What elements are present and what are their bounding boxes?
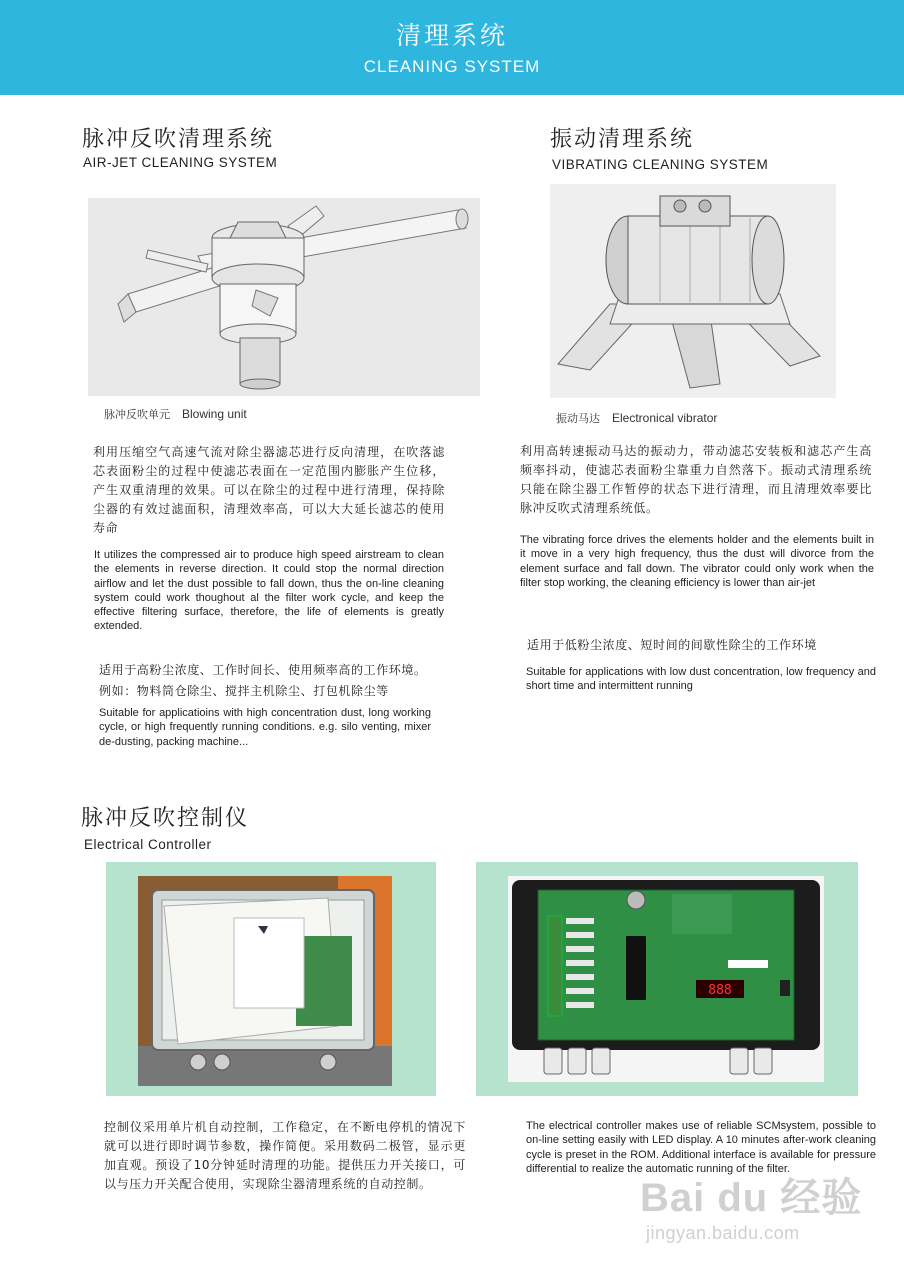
- page-title-en: CLEANING SYSTEM: [363, 57, 541, 76]
- vibrator-caption-cn: 振动马达: [556, 412, 600, 425]
- baidu-watermark-url: jingyan.baidu.com: [646, 1223, 800, 1243]
- header-banner: [0, 0, 904, 95]
- blowing-unit-caption: [104, 406, 247, 422]
- baidu-watermark-logo: Bai du 经验: [640, 1176, 863, 1220]
- vibrator-caption-en: Electronical vibrator: [612, 411, 718, 425]
- airjet-title-cn: 脉冲反吹清理系统: [82, 127, 275, 152]
- vibrator-image: [550, 184, 836, 398]
- controller-pcb-image-frame: [476, 862, 858, 1096]
- vibrating-description-cn: 利用高转速振动马达的振动力，带动滤芯安装板和滤芯产生高频率抖动，使滤芯表面粉尘靠重力自然落下。振动式清理系统只能在除尘器工作暂停的状态下进行清理，而且清理效率要比脉冲反吹式清理系统低。: [520, 444, 872, 515]
- controller-closed-image-frame: [106, 862, 436, 1096]
- controller-title-en: Electrical Controller: [84, 837, 212, 852]
- airjet-application-cn-2: 例如：物料筒仓除尘、搅拌主机除尘、打包机除尘等: [99, 684, 389, 698]
- vibrating-application-cn: 适用于低粉尘浓度、短时间的间歇性除尘的工作环境: [527, 638, 817, 652]
- page-title-cn: 清理系统: [395, 21, 508, 50]
- blowing-unit-caption-cn: 脉冲反吹单元: [104, 408, 170, 421]
- controller-description-cn: 控制仪采用单片机自动控制，工作稳定，在不断电停机的情况下就可以进行即时调节参数，操作简便。采用数码二极管，显示更加直观。预设了10分钟延时清理的功能。提供压力开关接口，可以与压力开关配合使用，实现除尘器清理系统的自动控制。: [104, 1120, 466, 1191]
- controller-description-en: The electrical controller makes use of reliable SCMsystem, possible to on-line setting easily with LED display. A 10 minutes after-work cleaning cycle is preset in the ROM. Additional interface is available for pressure differential to realize the automatic running of the filter.: [526, 1120, 876, 1175]
- vibrating-application-en: Suitable for applications with low dust concentration, low frequency and short time and intermittent running: [526, 666, 876, 693]
- airjet-application-cn-1: 适用于高粉尘浓度、工作时间长、使用频率高的工作环境。: [99, 663, 427, 677]
- led-display: 888: [708, 983, 732, 998]
- blowing-unit-image: [88, 198, 480, 396]
- airjet-application-en: Suitable for applicatioins with high concentration dust, long working cycle, or high frequently running conditions. e.g. silo venting, mixer de-dusting, packing machine...: [99, 707, 431, 748]
- baidu-watermark: [640, 1166, 862, 1244]
- vibrating-description-en: The vibrating force drives the elements holder and the elements built in it move in a very high frequency, thus the dust will divorce from the element surface and fall down. The vibrator could only work when the filter stop working, the cleaning efficiency is lower than air-jet: [520, 534, 874, 589]
- vibrating-title-en: VIBRATING CLEANING SYSTEM: [552, 157, 769, 172]
- airjet-description-en: It utilizes the compressed air to produce high speed airstream to clean the elements in reverse direction. It could stop the normal direction airflow and let the dust possible to fall down, thus the on-line cleaning system could work thoughout al the filter work cycle, and keep the effective filtering surface, therefore, the life of elements is greatly extended.: [94, 549, 444, 633]
- controller-closed-image: [138, 876, 392, 1086]
- vibrator-caption: [556, 410, 717, 426]
- controller-title-cn: 脉冲反吹控制仪: [81, 806, 250, 831]
- controller-pcb-image: [508, 876, 824, 1082]
- airjet-description-cn: 利用压缩空气高速气流对除尘器滤芯进行反向清理，在吹落滤芯表面粉尘的过程中使滤芯表面在一定范围内膨胀产生位移，产生双重清理的效果。可以在除尘的过程中进行清理，保持除尘器的有效过滤面积，清理效率高，可以大大延长滤芯的使用寿命: [93, 445, 445, 535]
- vibrating-title-cn: 振动清理系统: [550, 127, 695, 152]
- blowing-unit-caption-en: Blowing unit: [182, 407, 247, 421]
- airjet-title-en: AIR-JET CLEANING SYSTEM: [83, 155, 278, 170]
